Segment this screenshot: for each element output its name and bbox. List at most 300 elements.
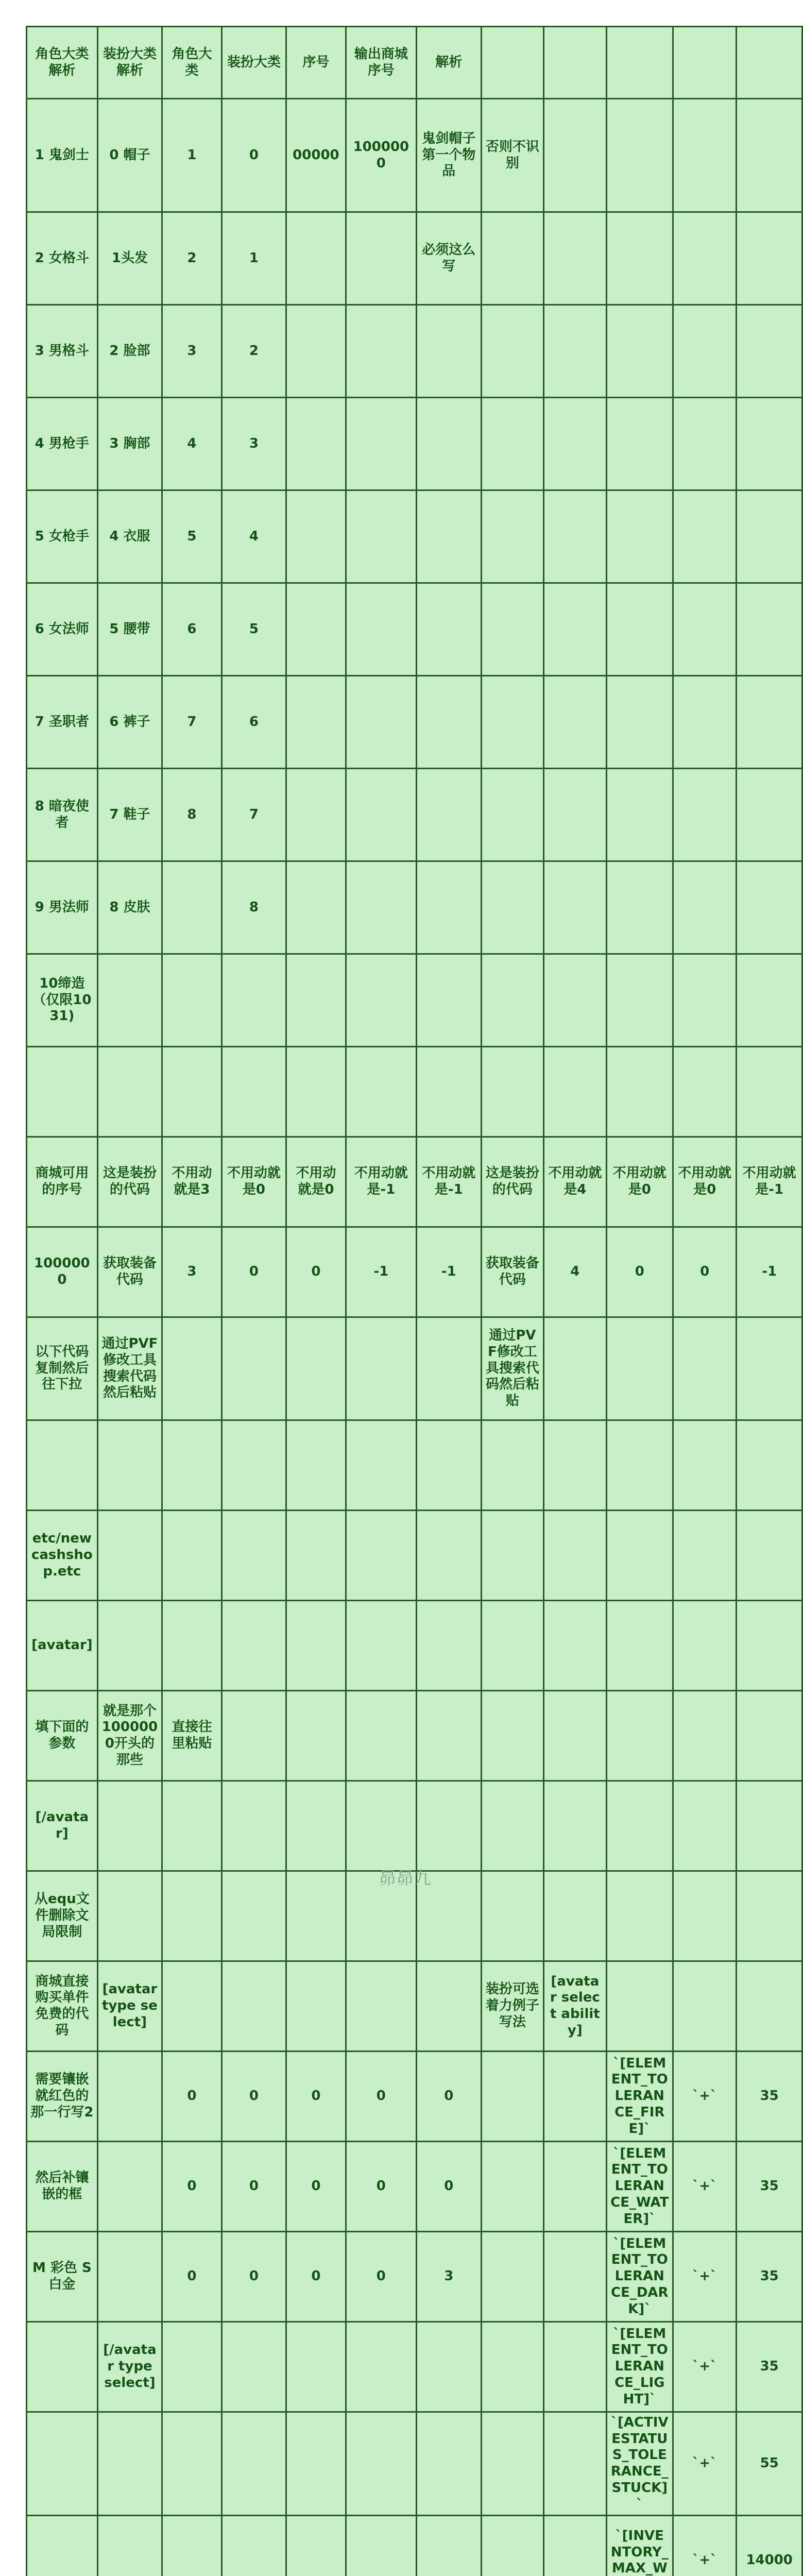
table-cell: 角色大类解析 <box>27 27 98 99</box>
table-cell <box>481 1420 543 1511</box>
table-cell <box>416 954 481 1047</box>
table-cell: 3 男格斗 <box>27 305 98 398</box>
table-cell <box>544 2052 607 2142</box>
table-cell <box>544 1047 607 1137</box>
table-cell: 14000 <box>737 2516 802 2576</box>
table-cell <box>737 1871 802 1961</box>
table-cell: 不用动就是4 <box>544 1137 607 1227</box>
table-cell: 不用动就是0 <box>286 1137 346 1227</box>
table-cell <box>286 861 346 954</box>
table-cell <box>416 583 481 676</box>
table-cell <box>346 1317 416 1420</box>
table-cell: 0 <box>221 2052 286 2142</box>
table-cell <box>544 27 607 99</box>
table-cell: 0 <box>416 2142 481 2232</box>
table-cell: 0 <box>221 99 286 212</box>
table-row <box>27 490 802 583</box>
table-cell: 2 脸部 <box>97 305 162 398</box>
table-row <box>27 1137 802 1227</box>
table-cell: `[ELEMENT_TOLERANCE_WATER]` <box>606 2142 673 2232</box>
table-cell <box>346 861 416 954</box>
table-cell: 0 <box>286 2052 346 2142</box>
table-cell <box>27 2516 98 2576</box>
main-table <box>26 26 803 2576</box>
table-cell <box>544 2412 607 2516</box>
table-cell <box>606 212 673 305</box>
table-cell <box>481 1047 543 1137</box>
table-cell <box>416 305 481 398</box>
table-cell <box>346 1961 416 2052</box>
table-cell: 从equ文件删除文局限制 <box>27 1871 98 1961</box>
table-cell: 商城直接购买单件免费的代码 <box>27 1961 98 2052</box>
table-cell <box>544 769 607 861</box>
table-cell: 直接往里粘贴 <box>162 1691 222 1781</box>
table-cell <box>162 1961 222 2052</box>
table-cell <box>346 1511 416 1601</box>
table-cell <box>97 1420 162 1511</box>
table-cell: 不用动就是-1 <box>416 1137 481 1227</box>
table-row <box>27 583 802 676</box>
table-cell: 1 <box>162 99 222 212</box>
table-cell <box>737 27 802 99</box>
table-cell <box>544 1601 607 1691</box>
table-cell <box>737 99 802 212</box>
table-cell: 6 <box>221 676 286 769</box>
table-cell: 装扮大类解析 <box>97 27 162 99</box>
table-cell <box>737 1961 802 2052</box>
table-cell <box>737 769 802 861</box>
table-cell <box>544 1420 607 1511</box>
table-cell <box>346 676 416 769</box>
table-cell: 0 <box>162 2052 222 2142</box>
table-cell <box>544 398 607 490</box>
table-cell <box>673 861 736 954</box>
table-row <box>27 2142 802 2232</box>
table-cell: 输出商城序号 <box>346 27 416 99</box>
table-cell <box>606 1781 673 1871</box>
table-cell: `+` <box>673 2516 736 2576</box>
table-cell <box>416 676 481 769</box>
table-cell: `+` <box>673 2052 736 2142</box>
table-cell <box>606 861 673 954</box>
table-cell: 鬼剑帽子第一个物品 <box>416 99 481 212</box>
table-row <box>27 1691 802 1781</box>
table-cell: 0 <box>221 1227 286 1317</box>
table-cell <box>286 1691 346 1781</box>
table-cell: 00000 <box>286 99 346 212</box>
table-cell <box>481 2052 543 2142</box>
table-cell <box>286 1961 346 2052</box>
table-cell: 35 <box>737 2142 802 2232</box>
table-cell: 不用动就是0 <box>673 1137 736 1227</box>
table-cell <box>544 954 607 1047</box>
table-cell <box>606 583 673 676</box>
table-cell: 不用动就是-1 <box>346 1137 416 1227</box>
table-cell: 0 <box>346 2142 416 2232</box>
table-cell <box>737 1047 802 1137</box>
table-cell <box>606 99 673 212</box>
table-cell <box>286 1511 346 1601</box>
table-cell <box>286 2516 346 2576</box>
table-cell: 8 <box>162 769 222 861</box>
table-cell <box>286 398 346 490</box>
table-row <box>27 2052 802 2142</box>
table-cell: 35 <box>737 2232 802 2322</box>
table-cell <box>221 954 286 1047</box>
table-row <box>27 1227 802 1317</box>
table-cell: 0 <box>286 2142 346 2232</box>
table-cell <box>286 2412 346 2516</box>
table-cell: 3 胸部 <box>97 398 162 490</box>
table-cell <box>346 2322 416 2412</box>
table-cell: 4 衣服 <box>97 490 162 583</box>
table-cell <box>481 2142 543 2232</box>
table-cell: 0 <box>162 2142 222 2232</box>
table-row <box>27 769 802 861</box>
table-cell <box>416 1317 481 1420</box>
table-cell: 通过PVF修改工具搜索代码然后粘贴 <box>97 1317 162 1420</box>
table-cell: 1000000 <box>346 99 416 212</box>
table-cell <box>606 27 673 99</box>
table-cell <box>97 2052 162 2142</box>
table-row <box>27 398 802 490</box>
table-cell <box>737 398 802 490</box>
table-cell <box>737 1601 802 1691</box>
table-cell <box>544 99 607 212</box>
table-cell <box>286 769 346 861</box>
table-cell <box>286 1420 346 1511</box>
table-cell <box>673 769 736 861</box>
table-cell: `+` <box>673 2232 736 2322</box>
table-cell: 填下面的参数 <box>27 1691 98 1781</box>
table-cell <box>162 1420 222 1511</box>
table-cell: 0 <box>346 2232 416 2322</box>
table-cell: 这是装扮的代码 <box>481 1137 543 1227</box>
table-cell: `+` <box>673 2322 736 2412</box>
table-cell <box>416 2322 481 2412</box>
table-cell: 7 <box>162 676 222 769</box>
table-cell <box>97 1601 162 1691</box>
table-cell <box>27 2412 98 2516</box>
table-cell <box>673 1871 736 1961</box>
table-cell: 4 男枪手 <box>27 398 98 490</box>
table-cell <box>673 1047 736 1137</box>
table-cell: 2 女格斗 <box>27 212 98 305</box>
table-cell <box>606 1691 673 1781</box>
table-cell <box>737 1511 802 1601</box>
table-cell: 0 <box>286 2232 346 2322</box>
table-cell <box>544 2516 607 2576</box>
table-cell <box>606 1601 673 1691</box>
table-cell: 7 鞋子 <box>97 769 162 861</box>
table-cell <box>481 1871 543 1961</box>
table-cell <box>606 769 673 861</box>
table-cell: 9 男法师 <box>27 861 98 954</box>
table-cell <box>737 861 802 954</box>
table-cell <box>346 1047 416 1137</box>
table-cell <box>544 1511 607 1601</box>
table-cell <box>162 861 222 954</box>
table-cell <box>673 212 736 305</box>
table-row <box>27 2412 802 2516</box>
table-cell: 35 <box>737 2322 802 2412</box>
table-cell <box>673 1961 736 2052</box>
table-cell: 以下代码复制然后往下拉 <box>27 1317 98 1420</box>
table-cell: 0 <box>221 2232 286 2322</box>
table-cell: 0 <box>162 2232 222 2322</box>
watermark: 昴昴九 <box>379 1868 431 1889</box>
table-cell: 不用动就是3 <box>162 1137 222 1227</box>
table-cell <box>481 2232 543 2322</box>
table-cell: 0 <box>286 1227 346 1317</box>
table-cell: 不用动就是0 <box>606 1137 673 1227</box>
table-cell: 2 <box>162 212 222 305</box>
table-cell: 8 皮肤 <box>97 861 162 954</box>
table-cell <box>737 676 802 769</box>
table-cell <box>416 2412 481 2516</box>
table-cell <box>481 2412 543 2516</box>
table-cell <box>97 1781 162 1871</box>
table-cell <box>481 861 543 954</box>
table-cell: 然后补镶嵌的框 <box>27 2142 98 2232</box>
table-cell <box>481 954 543 1047</box>
table-cell <box>346 1420 416 1511</box>
table-cell <box>481 2322 543 2412</box>
table-cell <box>346 1691 416 1781</box>
table-cell: 5 腰带 <box>97 583 162 676</box>
table-cell: `[ELEMENT_TOLERANCE_FIRE]` <box>606 2052 673 2142</box>
table-cell <box>97 1047 162 1137</box>
table-cell <box>481 398 543 490</box>
table-cell <box>221 1781 286 1871</box>
table-cell <box>416 1781 481 1871</box>
table-cell <box>481 305 543 398</box>
table-cell <box>737 1317 802 1420</box>
table-cell: 通过PVF修改工具搜索代码然后粘贴 <box>481 1317 543 1420</box>
table-cell: 2 <box>221 305 286 398</box>
table-cell: 1000000 <box>27 1227 98 1317</box>
table-cell: 商城可用的序号 <box>27 1137 98 1227</box>
table-cell <box>221 1601 286 1691</box>
table-cell <box>737 954 802 1047</box>
table-cell: 4 <box>162 398 222 490</box>
table-cell: 0 <box>416 2052 481 2142</box>
table-cell <box>606 305 673 398</box>
table-cell <box>221 2412 286 2516</box>
table-cell <box>673 1420 736 1511</box>
table-cell <box>606 398 673 490</box>
table-cell <box>416 1961 481 2052</box>
table-row <box>27 676 802 769</box>
table-cell: 5 <box>162 490 222 583</box>
table-cell <box>97 2232 162 2322</box>
table-row <box>27 99 802 212</box>
table-cell <box>97 954 162 1047</box>
table-cell: 获取装备代码 <box>97 1227 162 1317</box>
table-cell <box>673 676 736 769</box>
table-row <box>27 27 802 99</box>
table-cell: M 彩色 S 白金 <box>27 2232 98 2322</box>
table-cell: `[ACTIVESTATUS_TOLERANCE_STUCK]` <box>606 2412 673 2516</box>
table-cell <box>346 212 416 305</box>
table-cell: 解析 <box>416 27 481 99</box>
table-cell: 0 <box>606 1227 673 1317</box>
table-cell: `[ELEMENT_TOLERANCE_DARK]` <box>606 2232 673 2322</box>
table-cell: `[INVENTORY_MAX_W <box>606 2516 673 2576</box>
table-row <box>27 212 802 305</box>
table-cell <box>606 490 673 583</box>
table-cell <box>221 1961 286 2052</box>
table-cell: 不用动就是0 <box>221 1137 286 1227</box>
table-cell <box>673 954 736 1047</box>
table-cell <box>737 1691 802 1781</box>
table-cell <box>481 1601 543 1691</box>
table-cell <box>162 2412 222 2516</box>
table-cell: -1 <box>346 1227 416 1317</box>
table-cell <box>162 1601 222 1691</box>
table-cell <box>346 769 416 861</box>
table-cell <box>286 1871 346 1961</box>
table-cell <box>606 1420 673 1511</box>
table-cell <box>481 1781 543 1871</box>
table-cell: 0 <box>221 2142 286 2232</box>
table-cell <box>162 1871 222 1961</box>
table-cell <box>737 490 802 583</box>
table-cell <box>606 954 673 1047</box>
table-cell: 6 <box>162 583 222 676</box>
table-cell: [avatar select ability] <box>544 1961 607 2052</box>
table-cell <box>544 1781 607 1871</box>
table-cell: 装扮大类 <box>221 27 286 99</box>
table-cell <box>673 1781 736 1871</box>
table-cell <box>673 1601 736 1691</box>
table-cell: 3 <box>416 2232 481 2322</box>
table-cell <box>673 583 736 676</box>
table-cell <box>286 1047 346 1137</box>
table-cell: 否则不识别 <box>481 99 543 212</box>
table-cell <box>416 1047 481 1137</box>
table-cell <box>606 1317 673 1420</box>
table-cell: 3 <box>162 1227 222 1317</box>
table-cell: 4 <box>544 1227 607 1317</box>
table-cell <box>346 2516 416 2576</box>
table-cell <box>606 676 673 769</box>
table-cell: 7 圣职者 <box>27 676 98 769</box>
table-cell <box>27 2322 98 2412</box>
table-cell <box>544 1691 607 1781</box>
table-cell <box>416 398 481 490</box>
table-cell <box>673 99 736 212</box>
table-row <box>27 1511 802 1601</box>
table-cell <box>544 2142 607 2232</box>
table-cell <box>544 1317 607 1420</box>
table-cell <box>606 1961 673 2052</box>
table-cell: 5 <box>221 583 286 676</box>
table-cell <box>544 583 607 676</box>
table-row <box>27 1047 802 1137</box>
table-cell <box>416 1601 481 1691</box>
table-cell <box>346 583 416 676</box>
table-cell: `+` <box>673 2412 736 2516</box>
table-row <box>27 305 802 398</box>
table-cell <box>97 1511 162 1601</box>
table-cell: `[ELEMENT_TOLERANCE_LIGHT]` <box>606 2322 673 2412</box>
table-row <box>27 1961 802 2052</box>
table-cell <box>606 1871 673 1961</box>
table-cell <box>221 1420 286 1511</box>
table-cell <box>286 1781 346 1871</box>
table-cell <box>286 1601 346 1691</box>
table-cell <box>346 2412 416 2516</box>
table-cell: 1 <box>221 212 286 305</box>
table-cell: 35 <box>737 2052 802 2142</box>
table-cell: 0 帽子 <box>97 99 162 212</box>
table-cell <box>544 212 607 305</box>
table-cell <box>737 1781 802 1871</box>
table-cell <box>346 1601 416 1691</box>
table-cell: 10缔造（仅限1031) <box>27 954 98 1047</box>
table-cell: 3 <box>162 305 222 398</box>
table-cell <box>346 1781 416 1871</box>
table-row <box>27 1781 802 1871</box>
table-cell <box>346 398 416 490</box>
table-cell: 角色大类 <box>162 27 222 99</box>
table-cell: 5 女枪手 <box>27 490 98 583</box>
table-cell <box>286 1317 346 1420</box>
table-cell <box>221 1691 286 1781</box>
table-cell <box>221 1317 286 1420</box>
table-cell <box>544 2232 607 2322</box>
table-cell <box>27 1047 98 1137</box>
table-cell <box>97 2516 162 2576</box>
table-cell: 6 裤子 <box>97 676 162 769</box>
table-cell <box>286 2322 346 2412</box>
table-cell <box>673 1511 736 1601</box>
table-cell <box>544 490 607 583</box>
table-cell: 不用动就是-1 <box>737 1137 802 1227</box>
table-cell <box>416 1420 481 1511</box>
table-cell <box>97 1871 162 1961</box>
table-cell <box>221 2322 286 2412</box>
table-cell: 55 <box>737 2412 802 2516</box>
table-row <box>27 2232 802 2322</box>
table-cell <box>481 2516 543 2576</box>
table-cell <box>221 1871 286 1961</box>
table-cell <box>544 1871 607 1961</box>
table-cell <box>286 583 346 676</box>
table-cell <box>544 861 607 954</box>
table-cell: 这是装扮的代码 <box>97 1137 162 1227</box>
table-cell <box>286 954 346 1047</box>
table-cell <box>606 1511 673 1601</box>
table-cell: 8 暗夜使者 <box>27 769 98 861</box>
table-cell <box>481 1691 543 1781</box>
table-cell: 装扮可选着力例子写法 <box>481 1961 543 2052</box>
table-cell <box>673 1317 736 1420</box>
table-cell <box>481 676 543 769</box>
table-row <box>27 1420 802 1511</box>
table-cell <box>481 27 543 99</box>
table-cell <box>286 490 346 583</box>
table-cell <box>346 490 416 583</box>
table-cell: 就是那个1000000开头的那些 <box>97 1691 162 1781</box>
table-cell <box>416 2516 481 2576</box>
table-cell: [avatar] <box>27 1601 98 1691</box>
table-cell: 1 鬼剑士 <box>27 99 98 212</box>
table-cell <box>162 2516 222 2576</box>
table-cell <box>221 1047 286 1137</box>
table-cell <box>737 1420 802 1511</box>
